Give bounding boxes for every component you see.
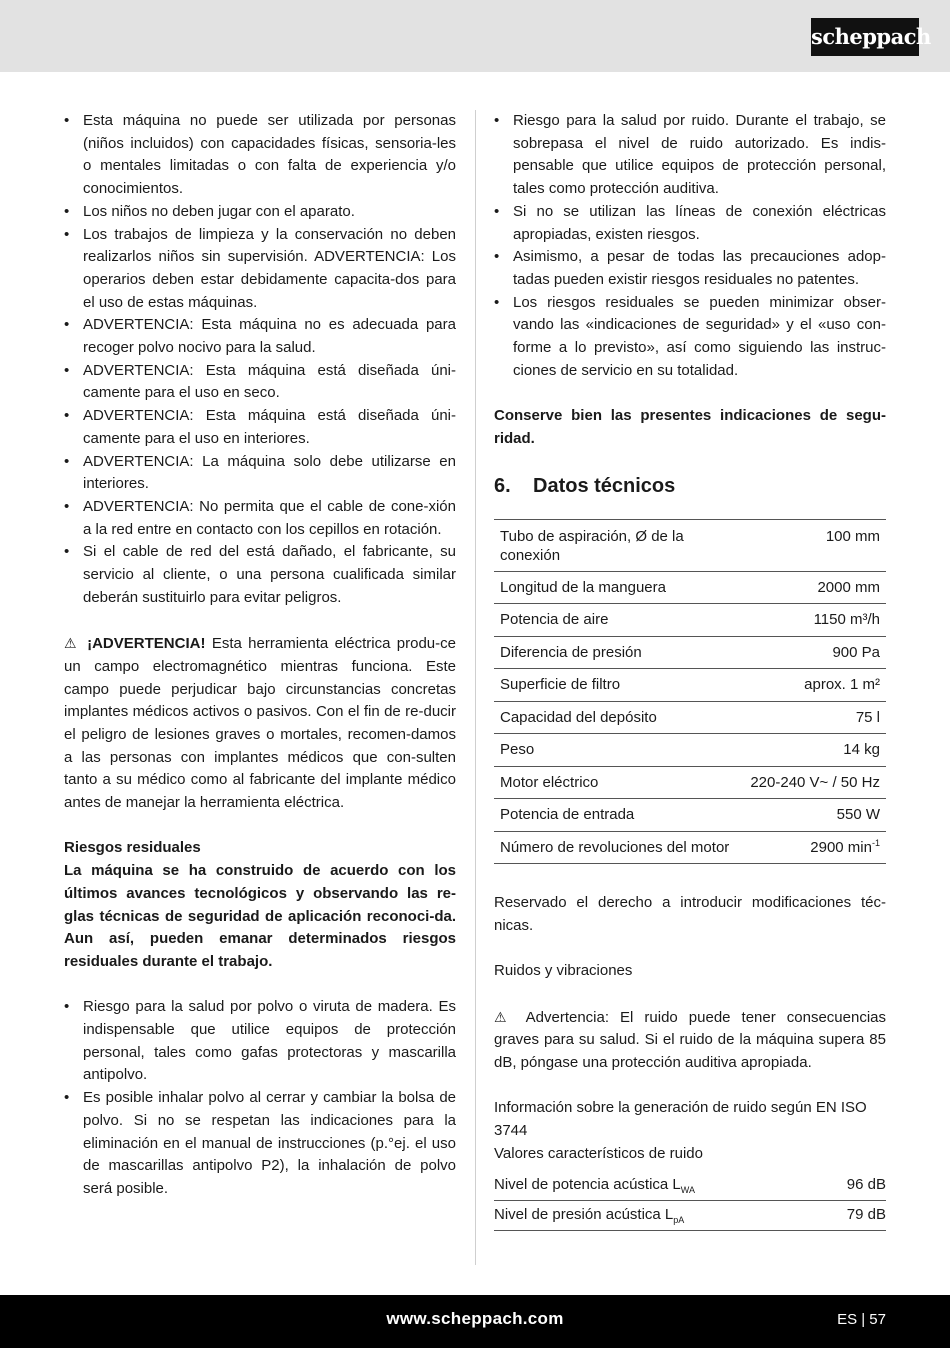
table-cell-value: 1150 m³/h [744, 604, 886, 637]
table-cell-value: 79 dB [822, 1201, 886, 1231]
table-cell-label: Tubo de aspiración, Ø de la conexión [494, 519, 744, 571]
warning-triangle-icon: ⚠ [494, 1008, 514, 1025]
table-cell-value [744, 831, 886, 864]
table-row [494, 734, 886, 767]
table-cell-value: 900 Pa [744, 636, 886, 669]
table-cell-value: 100 mm [744, 519, 886, 571]
section-number: 6. [494, 474, 511, 497]
brand-logo: scheppach [811, 18, 919, 56]
noise-subscript: pA [673, 1215, 685, 1226]
noise-warning [494, 1006, 886, 1075]
table-cell-value: 550 W [744, 799, 886, 832]
list-item: • Asimismo, a pesar de todas las precauciones adop-tadas pueden existir riesgos residuales no patentes. [494, 246, 886, 291]
list-item: • Es posible inhalar polvo al cerrar y cambiar la bolsa de polvo. Si no se respetan las indicaciones para la eliminación en el manual de instrucciones (p.°ej. el uso de mascarillas antipolvo P2), la inhalación de polvo será posible. [64, 1087, 456, 1201]
noise-values-label: Valores característicos de ruido [494, 1144, 703, 1162]
list-item: • ADVERTENCIA: La máquina solo debe utilizarse en interiores. [64, 451, 456, 496]
table-cell-value: 2000 mm [744, 571, 886, 604]
table-cell-value: 14 kg [744, 734, 886, 767]
list-item: • Riesgo para la salud por polvo o viruta de madera. Es indispensable que utilice equipos de protección personal, tales como gafas protectoras y mascarilla antipolvo. [64, 996, 456, 1087]
noise-warning-text: Advertencia: El ruido puede tener consecuencias graves para su salud. Si el ruido de la máquina supera 85 dB, póngase una protección auditiva apropiada. [494, 1008, 886, 1071]
list-item: • Los trabajos de limpieza y la conservación no deben realizarlos niños sin supervisión. ADVERTENCIA: Los operarios deben estar debidamente capacita-dos para el uso de estas máquinas. [64, 224, 456, 315]
reserved-rights-note: Reservado el derecho a introducir modificaciones téc-nicas. [494, 894, 886, 934]
column-divider [475, 110, 476, 1265]
list-item: • ADVERTENCIA: Esta máquina no es adecuada para recoger polvo nocivo para la salud. [64, 314, 456, 359]
safety-bullet-list [64, 110, 456, 609]
table-cell-value: 96 dB [822, 1171, 886, 1201]
warning-triangle-icon: ⚠ [64, 635, 79, 652]
table-cell-label [494, 1171, 822, 1201]
section-title-text: Datos técnicos [533, 474, 676, 497]
table-row [494, 669, 886, 702]
table-row [494, 604, 886, 637]
keep-instructions-note: Conserve bien las presentes indicaciones de segu-ridad. [494, 407, 886, 447]
table-cell-label: Superficie de filtro [494, 669, 744, 702]
list-item: • Los riesgos residuales se pueden minimizar obser-vando las «indicaciones de seguridad» y el «uso con-forme a lo previsto», así como siguiendo las instruc-ciones de servicio en su totalidad. [494, 292, 886, 383]
table-cell-label: Número de revoluciones del motor [494, 831, 744, 864]
table-cell-value: aprox. 1 m² [744, 669, 886, 702]
footer-bar [0, 1295, 950, 1348]
left-column [64, 110, 456, 1201]
table-row [494, 519, 886, 571]
table-cell-label: Peso [494, 734, 744, 767]
table-cell-label: Motor eléctrico [494, 766, 744, 799]
noise-heading: Ruidos y vibraciones [494, 962, 633, 980]
list-item: • ADVERTENCIA: Esta máquina está diseñada úni-camente para el uso en seco. [64, 360, 456, 405]
noise-subscript: WA [680, 1185, 695, 1196]
right-column [494, 110, 886, 1231]
table-row [494, 636, 886, 669]
table-cell-value: 220-240 V~ / 50 Hz [744, 766, 886, 799]
noise-label: Nivel de potencia acústica L [494, 1176, 681, 1194]
residual-intro: La máquina se ha construido de acuerdo con los últimos avances tecnológicos y observando las re-glas técnicas de seguridad de aplicación reconoci-da. Aun así, pueden emanar determinados riesgos residuales durante el trabajo. [64, 862, 456, 970]
technical-data-table [494, 519, 886, 865]
table-row [494, 571, 886, 604]
table-row [494, 1201, 886, 1231]
rpm-value: 2900 min [810, 838, 872, 856]
table-cell-label: Potencia de aire [494, 604, 744, 637]
electromagnetic-warning [64, 632, 456, 815]
table-cell-label: Longitud de la manguera [494, 571, 744, 604]
section-title [494, 473, 886, 499]
table-row [494, 701, 886, 734]
table-cell-label: Capacidad del depósito [494, 701, 744, 734]
noise-table [494, 1171, 886, 1231]
table-cell-label: Potencia de entrada [494, 799, 744, 832]
website-url: www.scheppach.com [386, 1309, 564, 1328]
list-item: • Si el cable de red del está dañado, el fabricante, su servicio al cliente, o una persona cualificada similar deberán sustituirlo para evitar peligros. [64, 541, 456, 609]
table-row [494, 766, 886, 799]
warning-label: ¡ADVERTENCIA! [87, 635, 206, 653]
rpm-exponent: -1 [871, 837, 880, 848]
table-cell-label [494, 1201, 822, 1231]
list-item: • Esta máquina no puede ser utilizada por personas (niños incluidos) con capacidades físicas, sensoria-les o mentales limitadas o con falta de experiencia y/o conocimientos. [64, 110, 456, 201]
table-row [494, 799, 886, 832]
risk-bullet-list [494, 110, 886, 382]
noise-info: Información sobre la generación de ruido según EN ISO 3744 [494, 1099, 867, 1140]
list-item: • ADVERTENCIA: No permita que el cable de cone-xión a la red entre en contacto con los cepillos en rotación. [64, 496, 456, 541]
table-cell-value: 75 l [744, 701, 886, 734]
list-item: • Riesgo para la salud por ruido. Durante el trabajo, se sobrepasa el nivel de ruido autorizado. Es indis-pensable que utilice equipos de protección personal, tales como protección auditiva. [494, 110, 886, 201]
list-item: • Si no se utilizan las líneas de conexión eléctricas apropiadas, existen riesgos. [494, 201, 886, 246]
residual-heading: Riesgos residuales [64, 839, 201, 857]
table-row [494, 1171, 886, 1201]
header-bar [0, 0, 950, 72]
warning-text: Esta herramienta eléctrica produ-ce un campo electromagnético mientras funciona. Este campo puede perjudicar bajo circunstancias concretas implantes médicos activos o pasivos. Con el fin de re-ducir el peligro de lesiones graves o mortales, recomen-damos a las personas con implantes médicos que con-sulten tanto a su médico como al fabricante del implante médico antes de manejar la herramienta eléctrica. [64, 635, 456, 812]
table-row [494, 831, 886, 864]
list-item: • ADVERTENCIA: Esta máquina está diseñada úni-camente para el uso en interiores. [64, 405, 456, 450]
table-cell-label: Diferencia de presión [494, 636, 744, 669]
noise-label: Nivel de presión acústica L [494, 1206, 674, 1224]
residual-bullet-list [64, 996, 456, 1200]
page-number: ES | 57 [837, 1311, 886, 1328]
list-item: • Los niños no deben jugar con el aparato. [64, 201, 456, 224]
